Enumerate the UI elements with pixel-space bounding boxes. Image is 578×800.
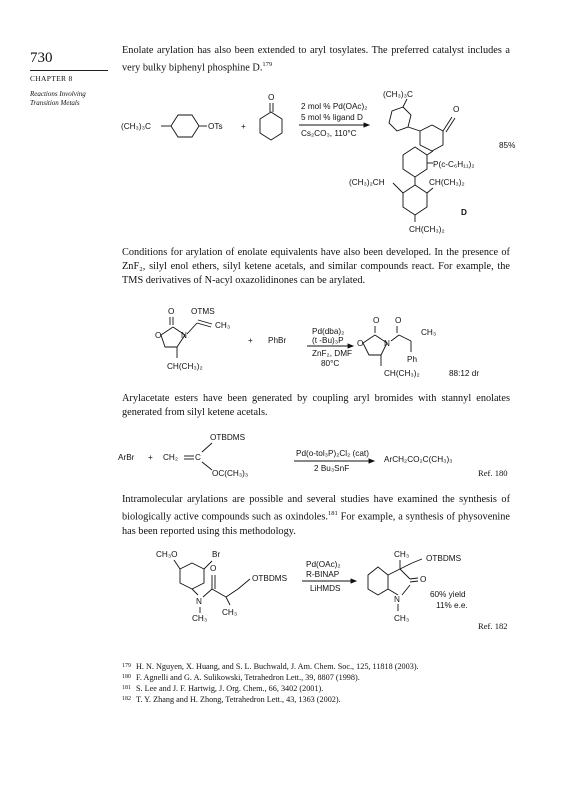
yield-85: 85% <box>499 141 516 150</box>
ee-11: 11% e.e. <box>436 601 468 610</box>
arbr: ArBr <box>118 453 135 462</box>
prod-ring-o: O <box>357 339 364 348</box>
product-ester: ArCH₂CO₂C(CH₃)₃ <box>384 455 453 464</box>
prod-ch3-top: CH₃ <box>394 550 410 559</box>
paragraph-2: Conditions for arylation of enolate equivalents have also been developed. In the presence of ZnF₂, silyl enol ethers, silyl ketene acetals, and similar compounds react. For example, the TMS derivatives of N-acyl oxazolidinones can be arylated. <box>122 247 510 287</box>
cond-temp: 80°C <box>321 359 340 368</box>
ots-label: OTs <box>208 122 223 131</box>
cond-ligand: 5 mol % ligand D <box>301 113 363 122</box>
product-tbu: (CH₃)₃C <box>383 90 413 99</box>
ring-n: N <box>181 331 187 340</box>
page-number: 730 <box>30 50 53 66</box>
ligand-label-d: D <box>461 208 467 217</box>
ring-o: O <box>155 331 162 340</box>
ref-182: Ref. 182 <box>478 621 508 631</box>
citation-179: 179 <box>262 61 273 69</box>
paragraph-1-text: Enolate arylation has also been extended to aryl tosylates. The preferred catalyst includes a very bulky biphenyl phosphine D. <box>122 45 510 74</box>
scheme-3-stannyl-enolate <box>118 428 518 480</box>
bromo: Br <box>212 550 221 559</box>
scheme-4-oxindole-synthesis <box>150 545 520 625</box>
ligand-ipr-left: (CH₃)₂CH <box>349 178 385 187</box>
cond-pd: Pd(OAc)₂ <box>306 560 341 569</box>
amide-n: N <box>196 597 202 606</box>
citation-181: 181 <box>327 510 338 518</box>
carbon: C <box>195 453 201 462</box>
phbr: PhBr <box>268 336 287 345</box>
prod-isopropyl: CH(CH₃)₂ <box>384 369 420 378</box>
ligand-ipr-right: CH(CH₃)₂ <box>429 178 465 187</box>
vinyl-ch3: CH₃ <box>215 321 231 330</box>
prod-otbdms: OTBDMS <box>426 554 462 563</box>
header-rule <box>30 70 108 71</box>
ref-180: Ref. 180 <box>478 468 508 478</box>
footnote-number: 182 <box>122 696 131 702</box>
aryl-ring <box>180 563 204 589</box>
otbdms: OTBDMS <box>210 433 246 442</box>
ketone-oxygen: O <box>268 93 275 102</box>
c-methyl: CH₃ <box>222 608 238 617</box>
tbu-label: (CH₃)₃C <box>121 122 151 131</box>
product-oxygen: O <box>453 105 460 114</box>
cond-phosphine: (t -Bu)₃P <box>312 336 344 345</box>
cond-catalyst: 2 mol % Pd(OAc)₂ <box>301 102 368 111</box>
prod-n: N <box>384 339 390 348</box>
benzene-ring <box>171 115 199 137</box>
paragraph-4-text-b: For example, a synthesis of physovenine has been reported using this methodology. <box>122 511 511 537</box>
prod-ch3-bottom: CH₃ <box>394 614 410 623</box>
prod-carbonyl-o2: O <box>395 316 402 325</box>
chapter-label: CHAPTER 8 <box>30 74 73 83</box>
oxaz-carbonyl-o: O <box>168 307 175 316</box>
ligand-ipr-bottom: CH(CH₃)₂ <box>409 225 445 234</box>
prod-carbonyl-o1: O <box>373 316 380 325</box>
cond-tin: 2 Bu₃SnF <box>314 464 350 473</box>
otms-label: OTMS <box>191 307 215 316</box>
yield-60: 60% yield <box>430 590 466 599</box>
cond-base: Cs₂CO₃, 110°C <box>301 129 357 138</box>
cond-catalyst: Pd(o-tol₃P)₂Cl₂ (cat) <box>296 449 369 458</box>
cyclohexanone-ring <box>260 112 282 140</box>
paragraph-1 <box>122 44 510 76</box>
methoxy: CH₃O <box>156 550 178 559</box>
otbdms: OTBDMS <box>252 574 288 583</box>
diastereomer-ratio: 88:12 dr <box>449 369 480 378</box>
ch2: CH₂ <box>163 453 179 462</box>
prod-ph: Ph <box>407 355 418 364</box>
scheme-1-tosylate-arylation <box>115 85 535 240</box>
plus-sign: + <box>148 453 153 462</box>
prod-ch3: CH₃ <box>421 328 437 337</box>
cond-pd: Pd(dba)₂ <box>312 327 345 336</box>
n-methyl: CH₃ <box>192 614 208 623</box>
ligand-lower-ring <box>403 185 427 215</box>
plus-sign: + <box>241 122 246 131</box>
footnote-181 <box>122 683 522 694</box>
footnotes <box>122 661 522 705</box>
footnote-text: F. Agnelli and G. A. Sulikowski, Tetrahedron Lett., 39, 8807 (1998). <box>136 673 360 682</box>
ligand-upper-ring <box>403 147 427 177</box>
footnote-182 <box>122 694 522 705</box>
footnote-text: S. Lee and J. F. Hartwig, J. Org. Chem., 66, 3402 (2001). <box>136 684 324 693</box>
isopropyl: CH(CH₃)₂ <box>167 362 203 371</box>
footnote-text: H. N. Nguyen, X. Huang, and S. L. Buchwald, J. Am. Chem. Soc., 125, 11818 (2003). <box>136 662 419 671</box>
cond-binap: R-BINAP <box>306 570 340 579</box>
cond-znf2: ZnF₂, DMF <box>312 349 353 358</box>
paragraph-4-text-a: Intramolecular arylations are possible and several studies have examined the synthesis of biologically active compounds such as oxindoles. <box>122 494 510 523</box>
ligand-phosphine: P(c-C₆H₁₁)₂ <box>433 160 475 169</box>
paragraph-3: Arylacetate esters have been generated by coupling aryl bromides with stannyl enolates generated from silyl ketene acetals. <box>122 393 510 419</box>
oxindole-benzene <box>368 567 388 595</box>
scheme-2-oxazolidinone-arylation <box>155 305 525 380</box>
prod-n: N <box>394 595 400 604</box>
footnote-number: 180 <box>122 674 131 680</box>
footnote-number: 179 <box>122 663 131 669</box>
cond-base: LiHMDS <box>310 584 341 593</box>
paragraph-4 <box>122 493 510 539</box>
footnote-number: 181 <box>122 685 131 691</box>
prod-o: O <box>420 575 427 584</box>
plus-sign: + <box>248 336 253 345</box>
chapter-subheading: Reactions Involving Transition Metals <box>30 90 86 107</box>
footnote-180 <box>122 672 522 683</box>
product-aryl-ring <box>389 107 411 131</box>
footnote-179 <box>122 661 522 672</box>
oc-tbu: OC(CH₃)₃ <box>212 469 249 478</box>
product-cyclohexanone <box>420 125 443 151</box>
amide-o: O <box>210 564 217 573</box>
footnote-text: T. Y. Zhang and H. Zhong, Tetrahedron Lett., 43, 1363 (2002). <box>136 695 341 704</box>
